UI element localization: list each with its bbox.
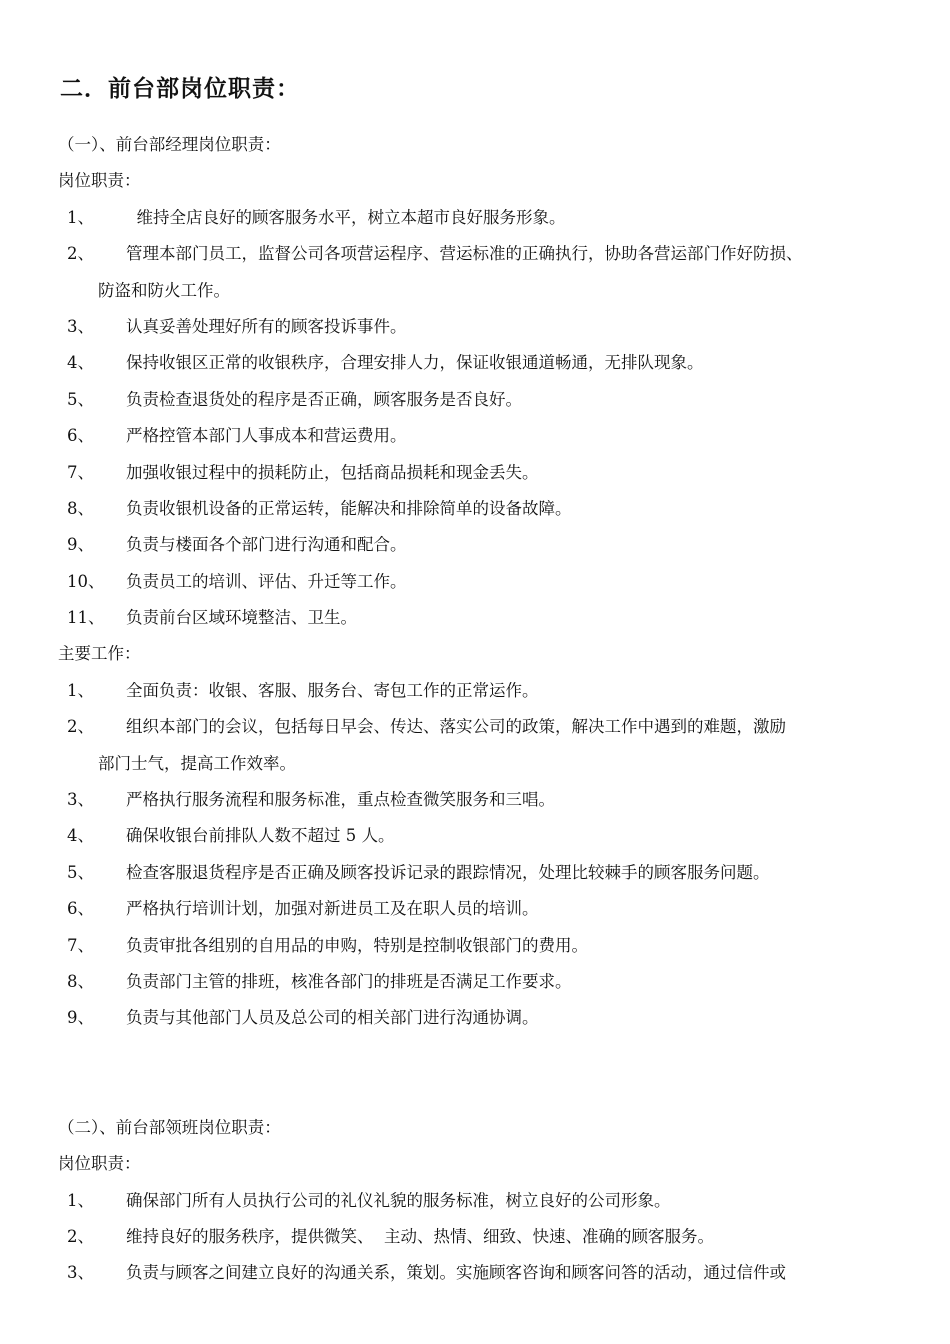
list-item-number: 8、 — [67, 971, 94, 991]
list-item-text: 确保收银台前排队人数不超过 5 人。 — [126, 826, 395, 846]
list-item-text: 加强收银过程中的损耗防止，包括商品损耗和现金丢失。 — [126, 462, 539, 482]
list-item-number: 8、 — [67, 498, 94, 518]
list-item — [58, 200, 892, 236]
list-item-continuation — [58, 273, 892, 309]
list-item-number: 3、 — [67, 316, 94, 336]
list-item-number: 5、 — [67, 862, 94, 882]
list-item-text: 部门士气，提高工作效率。 — [98, 753, 296, 773]
list-item-text: 负责与楼面各个部门进行沟通和配合。 — [126, 535, 407, 555]
list-item-number: 5、 — [67, 389, 94, 409]
list-item — [58, 709, 892, 745]
list-item-number: 9、 — [67, 535, 94, 555]
list-item-text: 严格执行培训计划，加强对新进员工及在职人员的培训。 — [126, 899, 539, 919]
list-item-text: 负责员工的培训、评估、升迁等工作。 — [126, 571, 407, 591]
duties-list — [58, 200, 892, 637]
list-item — [58, 855, 892, 891]
list-item-text: 组织本部门的会议，包括每日早会、传达、落实公司的政策，解决工作中遇到的难题，激励 — [126, 717, 786, 737]
list-item — [58, 782, 892, 818]
list-item-text: 保持收银区正常的收银秩序，合理安排人力，保证收银通道畅通，无排队现象。 — [126, 353, 704, 373]
duties-label: 岗位职责： — [58, 1154, 141, 1174]
list-item — [58, 1183, 892, 1219]
list-item-text: 负责与顾客之间建立良好的沟通关系，策划。实施顾客咨询和顾客问答的活动，通过信件或 — [126, 1263, 786, 1283]
list-item — [58, 928, 892, 964]
list-item-continuation — [58, 746, 892, 782]
list-item — [58, 418, 892, 454]
list-item-number: 3、 — [67, 1263, 94, 1283]
list-item — [58, 309, 892, 345]
list-item — [58, 382, 892, 418]
list-item-text: 负责与其他部门人员及总公司的相关部门进行沟通协调。 — [126, 1008, 539, 1028]
list-item — [58, 491, 892, 527]
list-item-text: 认真妥善处理好所有的顾客投诉事件。 — [126, 316, 407, 336]
list-item-number: 1、 — [67, 1190, 94, 1210]
list-item-number: 6、 — [67, 899, 94, 919]
list-item — [58, 455, 892, 491]
list-item-text: 负责审批各组别的自用品的申购，特别是控制收银部门的费用。 — [126, 935, 588, 955]
work-list — [58, 673, 892, 1037]
list-item-number: 2、 — [67, 1226, 94, 1246]
list-item-text: 严格执行服务流程和服务标准，重点检查微笑服务和三唱。 — [126, 790, 555, 810]
list-item — [58, 1219, 892, 1255]
list-item — [58, 600, 892, 636]
list-item — [58, 891, 892, 927]
list-item — [58, 236, 892, 272]
list-item-text: 负责收银机设备的正常运转，能解决和排除简单的设备故障。 — [126, 498, 572, 518]
section-heading: （一）、前台部经理岗位职责： — [58, 135, 281, 154]
list-item-text: 维持良好的服务秩序，提供微笑、 主动、热情、细致、快速、准确的顾客服务。 — [126, 1226, 714, 1246]
list-item-number: 2、 — [67, 717, 94, 737]
list-item-text: 管理本部门员工，监督公司各项营运程序、营运标准的正确执行，协助各营运部门作好防损、 — [126, 244, 803, 264]
work-label: 主要工作： — [58, 644, 141, 664]
list-item-text: 严格控管本部门人事成本和营运费用。 — [126, 426, 407, 446]
duties-list — [58, 1183, 892, 1292]
list-item — [58, 345, 892, 381]
list-item — [58, 818, 892, 854]
list-item — [58, 564, 892, 600]
list-item-text: 维持全店良好的顾客服务水平，树立本超市良好服务形象。 — [126, 207, 566, 227]
list-item-number: 7、 — [67, 935, 94, 955]
list-item-text: 防盗和防火工作。 — [98, 280, 230, 300]
list-item-number: 9、 — [67, 1008, 94, 1028]
list-item-text: 负责检查退货处的程序是否正确，顾客服务是否良好。 — [126, 389, 522, 409]
list-item-text: 检查客服退货程序是否正确及顾客投诉记录的跟踪情况，处理比较棘手的顾客服务问题。 — [126, 862, 770, 882]
list-item — [58, 964, 892, 1000]
spacer — [58, 1037, 892, 1110]
list-item-text: 全面负责：收银、客服、服务台、寄包工作的正常运作。 — [126, 680, 539, 700]
list-item-text: 负责部门主管的排班，核准各部门的排班是否满足工作要求。 — [126, 971, 572, 991]
list-item-number: 11、 — [67, 608, 105, 628]
section-heading: （二）、前台部领班岗位职责： — [58, 1117, 281, 1137]
page-title: 二．前台部岗位职责： — [60, 76, 300, 102]
list-item — [58, 1000, 892, 1036]
list-item-text: 负责前台区域环境整洁、卫生。 — [126, 608, 357, 628]
list-item-number: 4、 — [67, 826, 94, 846]
list-item-number: 3、 — [67, 790, 94, 810]
list-item-text: 确保部门所有人员执行公司的礼仪礼貌的服务标准，树立良好的公司形象。 — [126, 1190, 671, 1210]
duties-label: 岗位职责： — [58, 171, 141, 191]
list-item — [58, 673, 892, 709]
list-item-number: 1、 — [67, 680, 94, 700]
list-item-number: 10、 — [67, 571, 105, 591]
list-item — [58, 1255, 892, 1291]
list-item-number: 1、 — [67, 207, 94, 227]
list-item — [58, 527, 892, 563]
list-item-number: 2、 — [67, 244, 94, 264]
list-item-number: 6、 — [67, 426, 94, 446]
list-item-number: 4、 — [67, 353, 94, 373]
list-item-number: 7、 — [67, 462, 94, 482]
